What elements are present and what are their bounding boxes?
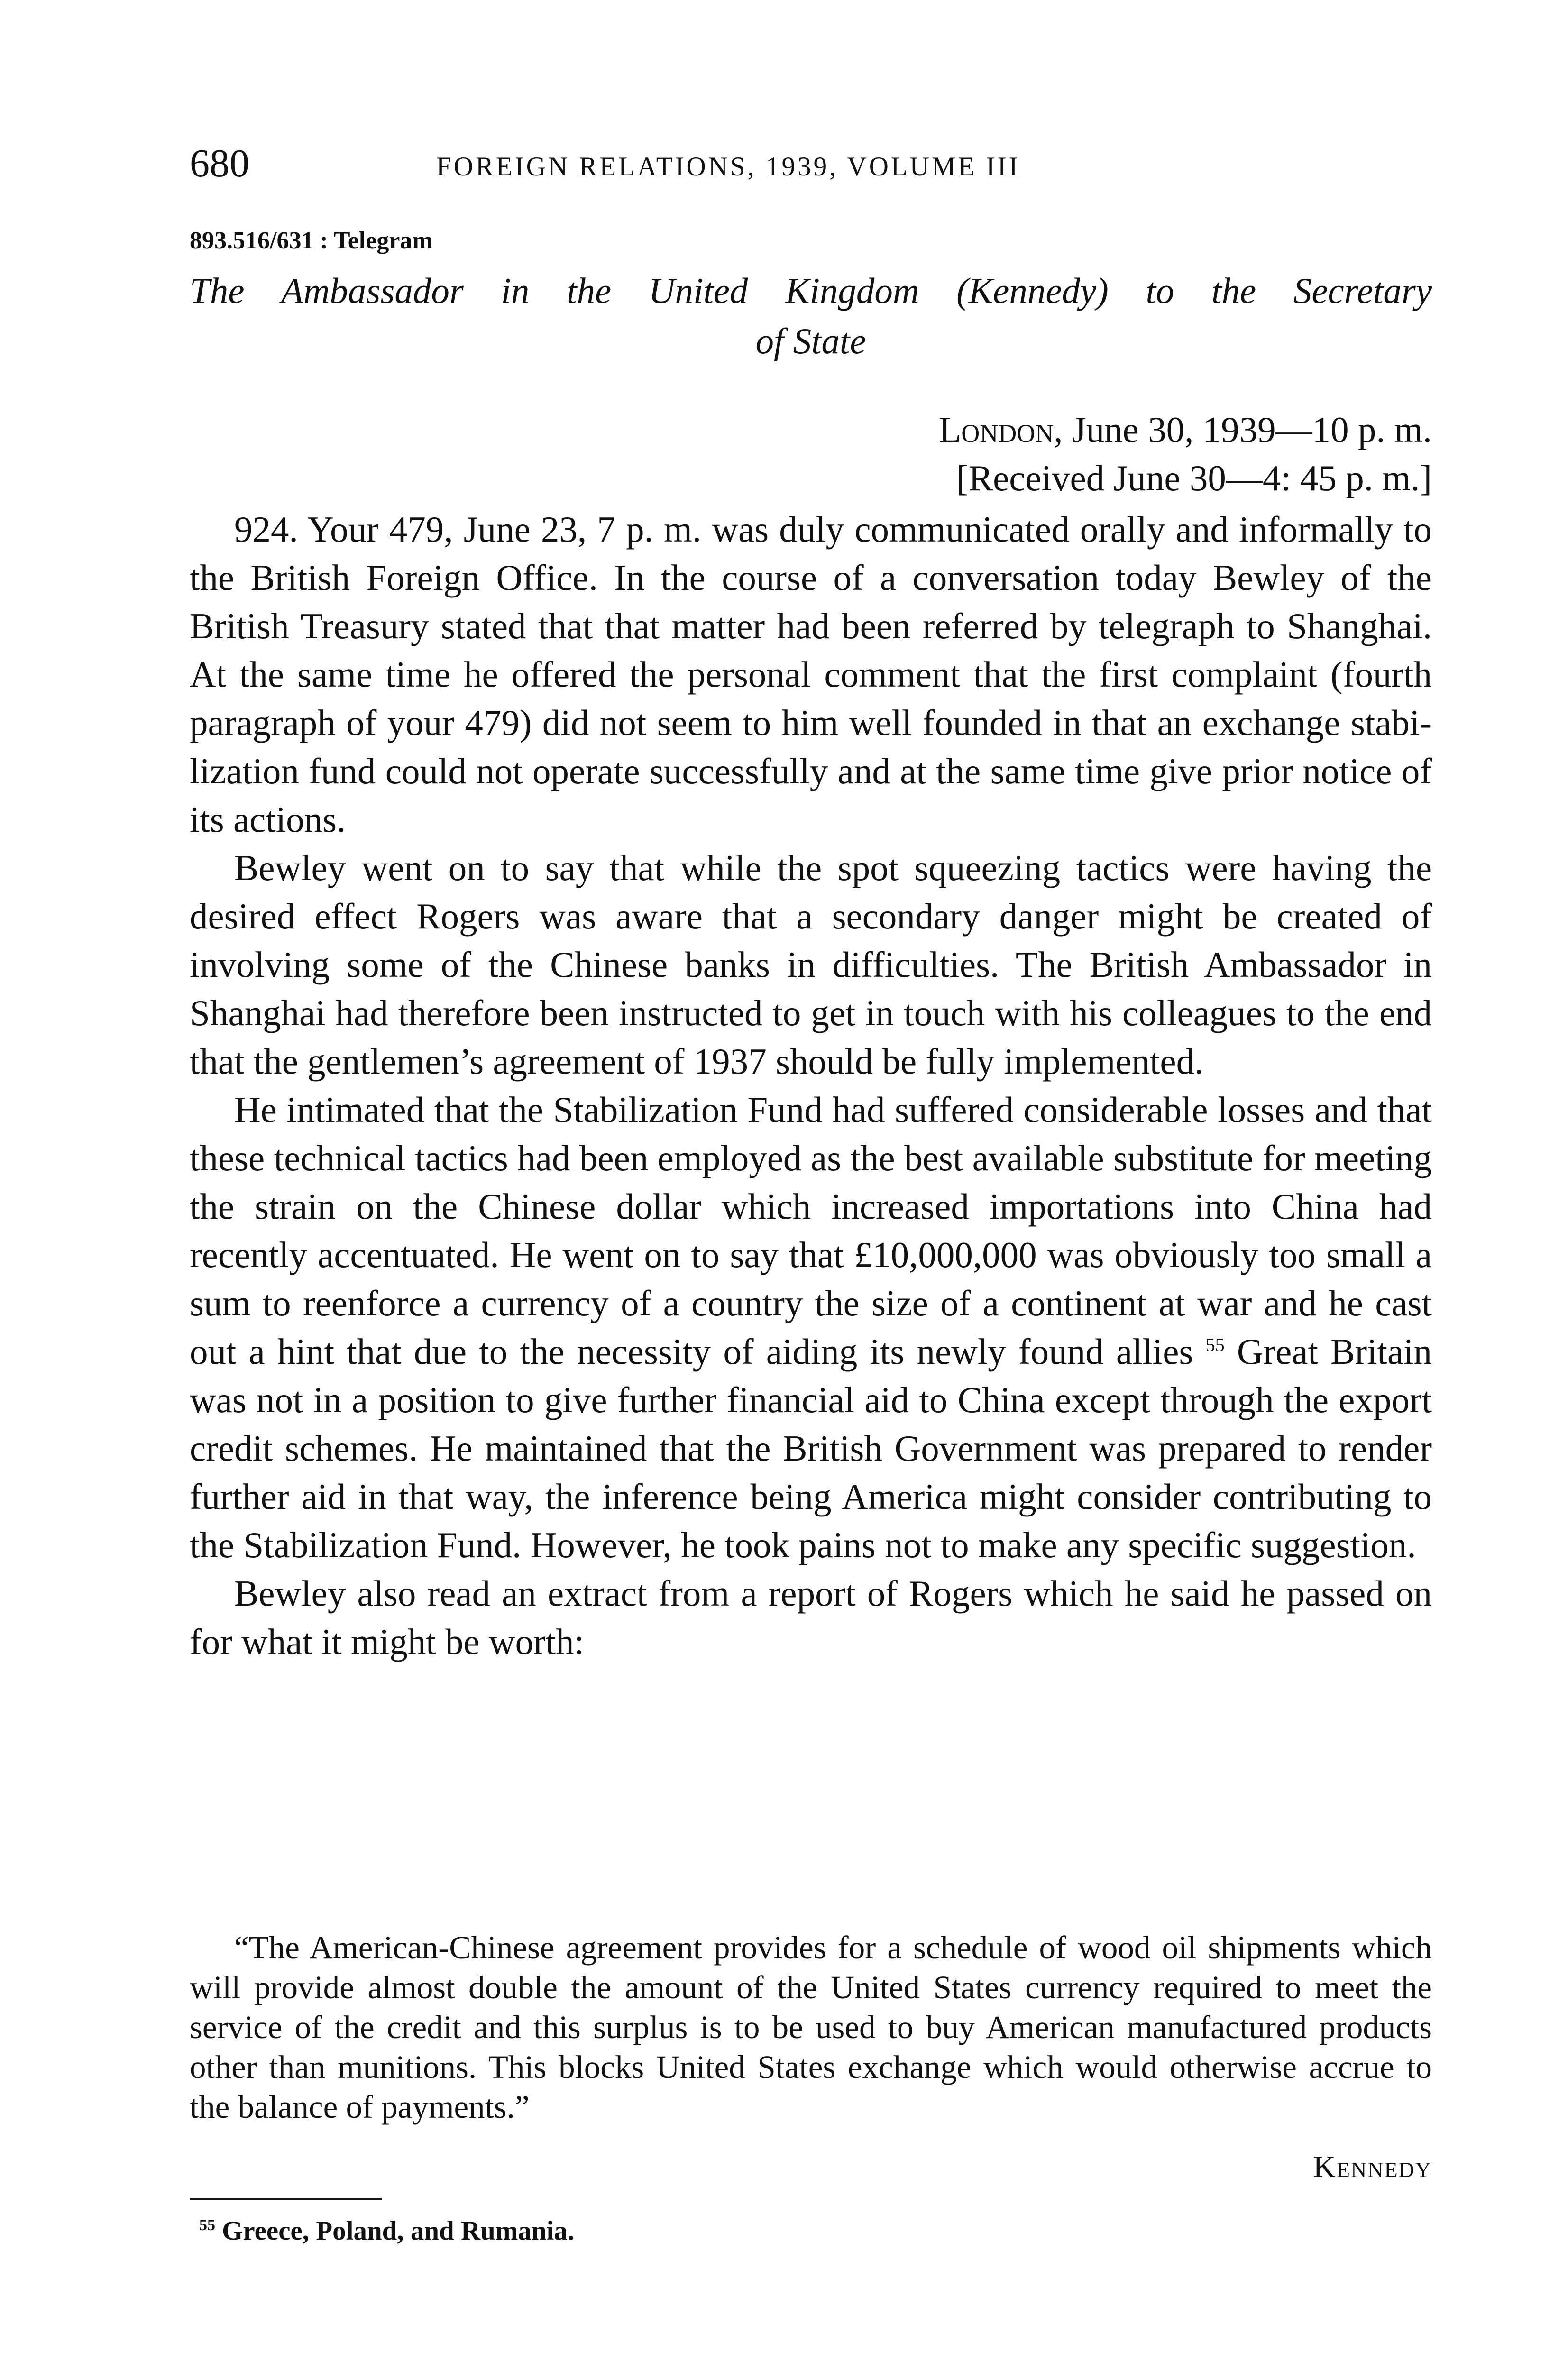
paragraph-1: 924. Your 479, June 23, 7 p. m. was duly communicated orally and informally to the British Foreign Office. In the course of a conversation today Bewley of the British Treasury stated that that matter had been referred by telegraph to Shanghai. At the same time he offered the personal comment that the first complaint (fourth paragraph of your 479) did not seem to him well founded in that an exchange stabilization fund could not operate successfully and at the same time give prior notice of its actions. <box>190 509 1432 840</box>
dateline <box>939 405 1432 502</box>
paragraph-4: Bewley also read an extract from a report of Rogers which he said he passed on for what it might be worth: <box>190 1573 1432 1662</box>
quote-text: “The American-Chinese agreement provides for a schedule of wood oil shipments which will provide almost double the amount of the United States currency required to meet the service of the credit and this surplus is to be used to buy American manufactured products other than munitions. This blocks United States exchange which would otherwise accrue to the balance of payments.” <box>190 1930 1432 2125</box>
dateline-date: , June 30, 1939—10 p. m. <box>1054 409 1432 450</box>
paragraph-3-part-2: Great Britain was not in a position to give further financial aid to China except through the export credit schemes. He maintained that the British Government was prepared to render further aid in that way, the inference being America might consider contributing to the Stabilization Fund. However, he took pains not to make any specific suggestion. <box>190 1331 1432 1565</box>
received-line: [Received June 30—4: 45 p. m.] <box>956 458 1432 498</box>
footnote-reference[interactable]: 55 <box>1205 1334 1225 1356</box>
document-reference: 893.516/631 : Telegram <box>190 227 433 254</box>
paragraph-3 <box>190 1085 1432 1569</box>
document-title <box>190 266 1432 366</box>
footnote-divider <box>190 2198 382 2200</box>
telegram-body <box>190 505 1432 1666</box>
dateline-place: London <box>939 409 1054 450</box>
footnote-mark: 55 <box>199 2216 215 2234</box>
document-title-line-2: of State <box>755 321 866 361</box>
paragraph-2: Bewley went on to say that while the spot squeezing tactics were having the desired effect Rogers was aware that a secondary danger might be created of involving some of the Chinese banks in difficulties. The British Ambassador in Shanghai had therefore been instructed to get in touch with his colleagues to the end that the gentlemen’s agreement of 1937 should be fully implemented. <box>190 847 1432 1082</box>
signature: Kennedy <box>1313 2150 1432 2184</box>
block-quote <box>190 1928 1432 2127</box>
footnote <box>199 2210 574 2252</box>
running-head <box>190 138 1432 190</box>
document-title-line-1: The Ambassador in the United Kingdom (Kennedy) to the Secretary <box>190 270 1432 311</box>
page-number: 680 <box>190 141 249 185</box>
paragraph-3-part-1: He intimated that the Stabilization Fund had suffered considerable losses and that these technical tactics had been employed as the best available substitute for meeting the strain on the Chinese dollar which increased importations into China had recently accentuated. He went on to say that £10,000,000 was obviously too small a sum to reenforce a currency of a country the size of a continent at war and he cast out a hint that due to the necessity of aiding its newly found allies <box>190 1089 1432 1372</box>
footnote-text: Greece, Poland, and Rumania. <box>222 2216 575 2246</box>
running-title: FOREIGN RELATIONS, 1939, VOLUME III <box>436 152 1020 182</box>
